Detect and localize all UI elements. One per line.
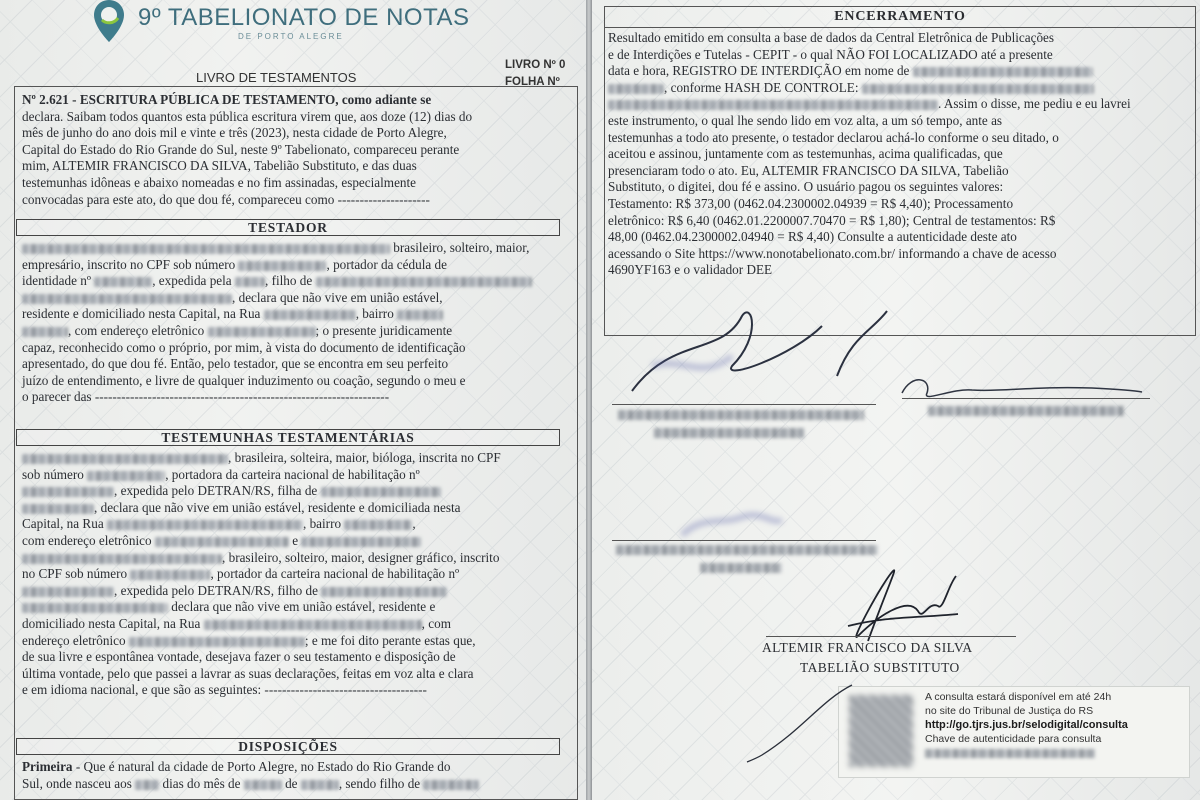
selo-digital [838,686,1190,778]
testemunha-line: última vontade, pelo que passei a lavrar as suas declarações, feitas em voz alta e clara [22,665,474,681]
redacted-parent [316,277,532,287]
redacted-hash [608,100,938,110]
signature-line [612,404,876,405]
intro-line: mês de junho do ano dois mil e vinte e três (2023), nesta cidade de Porto Alegre, [22,125,447,141]
redacted-license [22,587,114,597]
redacted-hash [862,84,1094,94]
testador-line: brasileiro, solteiro, maior, [22,240,570,257]
enc-line: acessando o Site https://www.nonotabelionato.com.br/ informando a chave de acesso [608,245,1057,261]
testador-line: residente e domiciliado nesta Capital, na Rua , bairro [22,306,570,323]
redacted-id [94,277,152,287]
selo-url[interactable]: http://go.tjrs.jus.br/selodigital/consulta [925,719,1128,731]
logo-title: 9º TABELIONATO DE NOTAS [138,4,470,31]
testador-line: identidade nº , expedida pela , filho de [22,273,570,290]
enc-line: data e hora, REGISTRO DE INTERDIÇÃO em nome de [608,63,1192,80]
disposicoes-paragraph [22,759,570,792]
testemunha-line: , declara que não vive em união estável, residente e domiciliada nesta [22,500,570,517]
redacted-parent [22,603,168,613]
testemunha-line: declara que não vive em união estável, residente e [22,599,570,616]
encerramento-paragraph [608,30,1192,279]
enc-line: e de Interdições e Tutelas - CEPIT - o qual NÃO FOI LOCALIZADO até a presente [608,46,1053,62]
testemunha-line: domiciliado nesta Capital, na Rua , com [22,615,451,631]
redacted-email [155,537,289,547]
enc-line: presenciaram todo o ato. Eu, ALTEMIR FRANCISCO DA SILVA, Tabelião [608,162,1009,178]
redacted-witness-name [616,545,878,555]
redacted-name [22,244,390,254]
livro-number: LIVRO Nº 0 [505,59,566,71]
redacted-bairro [344,520,412,530]
redacted-witness-name [700,563,782,573]
signature-line [902,398,1150,399]
testator-signature [612,296,912,406]
enc-line: . Assim o disse, me pediu e eu lavrei [608,96,1192,113]
testemunha-line: de sua livre e espontânea vontade, desejava fazer o seu testamento e disposição de [22,649,456,665]
disposicoes-heading: DISPOSIÇÕES [16,738,560,755]
left-page [0,0,586,800]
redacted-name [913,67,1093,77]
selo-line: Chave de autenticidade para consulta [925,733,1102,745]
enc-line: Substituto, o digitei, dou fé e assino. O usuário pagou os seguintes valores: [608,179,1004,195]
redacted-issuer [235,277,265,287]
testemunha-line: e em idioma nacional, e que são as seguintes: ------------------------------------- [22,682,427,698]
selo-line: A consulta estará disponível em até 24h [925,691,1112,703]
redacted-bairro [397,310,443,320]
redacted-witness-name [654,428,804,438]
notary-name: ALTEMIR FRANCISCO DA SILVA [762,640,973,655]
testador-line: , declara que não vive em união estável, [22,290,570,307]
testemunha-line: com endereço eletrônico e [22,533,570,550]
intro-paragraph [22,92,570,208]
testador-line: juízo de entendimento, e livre de qualquer induzimento ou coação, segundo o meu e [22,372,466,388]
redacted-auth-key [925,749,1095,758]
livro-title: LIVRO DE TESTAMENTOS [196,70,357,85]
tabelionato-logo [92,0,512,48]
testemunhas-heading: TESTEMUNHAS TESTAMENTÁRIAS [16,429,560,446]
notary-title: TABELIÃO SUBSTITUTO [800,660,960,675]
testemunha-line: , expedida pelo DETRAN/RS, filho de [22,583,570,600]
redacted-cpf [87,471,165,481]
testador-line: apresentado, do que dou fé. Então, pelo testador, que se encontra em seu perfeito [22,356,449,372]
redacted-name [22,454,228,464]
testador-heading: TESTADOR [16,219,560,236]
testador-line: capaz, reconhecido como o próprio, por mim, à vista do documento de identificação [22,339,466,355]
witness-signature [672,505,792,545]
redacted-cpf [238,261,326,271]
redacted-month [244,780,282,790]
redacted-parent [321,587,447,597]
testemunha-line: sob número , portadora da carteira nacional de habilitação nº [22,466,420,482]
testemunha-line: endereço eletrônico ; e me foi dito perante estas que, [22,632,476,648]
redacted-parent [22,504,94,514]
intro-line: Nº 2.621 - ESCRITURA PÚBLICA DE TESTAMENTO, como adiante se [22,92,432,107]
redacted-witness-name [618,410,864,420]
redacted-witness-name [928,406,1124,416]
right-page [592,0,1200,800]
redacted-license [22,487,114,497]
redacted-cpf [130,570,210,580]
map-pin-icon [92,0,126,44]
disposicao-line: Primeira - Que é natural da cidade de Porto Alegre, no Estado do Rio Grande do [22,759,451,774]
selo-line: no site do Tribunal de Justiça do RS [925,705,1094,717]
redacted-parent [423,780,479,790]
disposicao-line: Sul, onde nasceu aos dias do mês de de , sendo filho de [22,776,570,793]
intro-line: convocadas para este ato, do que dou fé, compareceu como --------------------- [22,191,430,207]
redacted-street [264,310,356,320]
pen-stroke [742,680,862,770]
redacted-email [129,637,305,647]
enc-line: aceitou e assinou, juntamente com as testemunhas, acima qualificadas, que [608,146,1003,162]
folha-number: FOLHA Nº [505,76,560,88]
testador-line: , com endereço eletrônico ; o presente juridicamente [22,323,570,340]
redacted-parent [321,487,441,497]
enc-line: eletrônico: R$ 6,40 (0462.01.2200007.70470 = R$ 1,80); Central de testamentos: R$ [608,212,1056,228]
testador-paragraph [22,240,570,406]
redacted-bairro [22,327,68,337]
testemunha-line: , expedida pelo DETRAN/RS, filha de [22,483,570,500]
redacted-name [22,554,222,564]
signature-line [766,636,1016,637]
enc-line: testemunhas a todo ato presente, o testador declarou achá-lo conforme o seu ditado, o [608,129,1059,145]
enc-line: Resultado emitido em consulta a base de dados da Central Eletrônica de Publicações [608,30,1055,45]
redacted-parent [22,294,232,304]
intro-line: Capital do Estado do Rio Grande do Sul, neste 9º Tabelionato, compareceu perante [22,141,460,157]
intro-line: testemunhas idôneas e abaixo nomeadas e no fim assinadas, especialmente [22,174,417,190]
testemunha-line: Capital, na Rua , bairro , [22,516,416,532]
redacted-day [135,780,159,790]
enc-line: Testamento: R$ 373,00 (0462.04.2300002.04939 = R$ 4,40); Processamento [608,195,1014,211]
redacted-street [107,520,303,530]
redacted-street [204,620,422,630]
enc-line: este instrumento, o qual lhe sendo lido em voz alta, a um só tempo, ante as [608,112,1003,128]
intro-line: declara. Saibam todos quantos esta pública escritura virem que, aos doze (12) dias do [22,108,473,124]
enc-line: , conforme HASH DE CONTROLE: [608,80,1192,97]
redacted-name [301,537,421,547]
redacted-year [301,780,339,790]
encerramento-heading: ENCERRAMENTO [604,6,1196,28]
testemunha-line: no CPF sob número , portador da carteira nacional de habilitação nº [22,566,460,582]
witness-signature [892,368,1152,408]
enc-line: 48,00 (0462.04.2300002.04940 = R$ 4,40) Consulte a autenticidade deste ato [608,229,1017,245]
testador-line: o parecer das ------------------------------------------------------------------- [22,389,390,405]
testemunha-line: , brasileiro, solteiro, maior, designer gráfico, inscrito [22,550,570,567]
intro-line: mim, ALTEMIR FRANCISCO DA SILVA, Tabelião Substituto, e das duas [22,158,417,174]
testador-line: empresário, inscrito no CPF sob número , portador da cédula de [22,256,447,272]
redacted-email [208,327,316,337]
logo-subtitle: DE PORTO ALEGRE [238,32,344,41]
testemunhas-paragraph [22,450,570,699]
redacted-name [608,84,664,94]
signature-line [612,540,876,541]
testemunha-line: , brasileira, solteira, maior, bióloga, inscrita no CPF [22,450,570,467]
enc-line: 4690YF163 e o validador DEE [608,262,773,278]
